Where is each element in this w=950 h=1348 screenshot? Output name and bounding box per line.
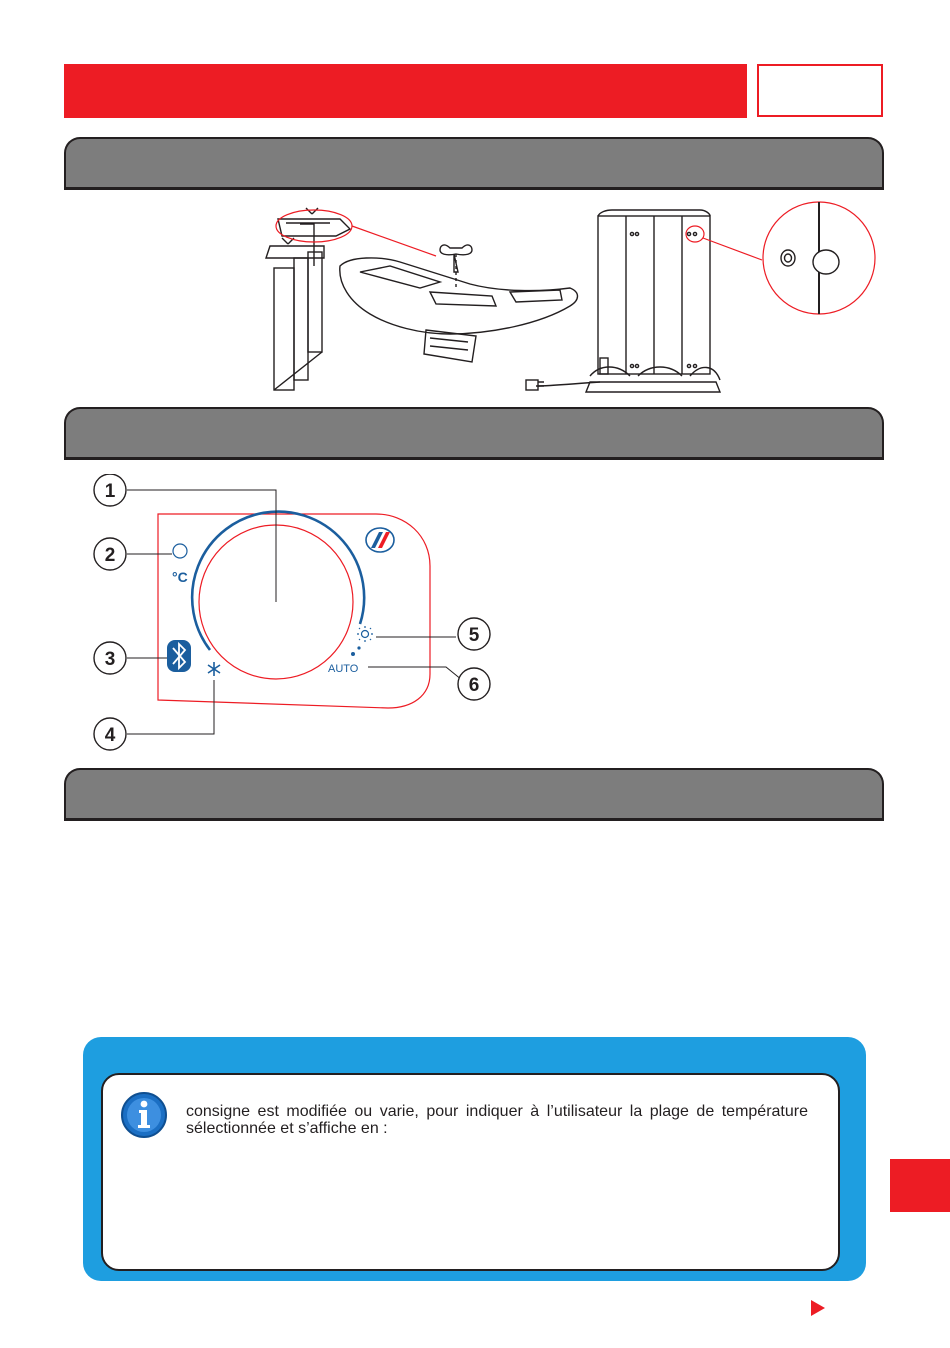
callout-3: 3: [104, 649, 116, 670]
control-panel-diagram: [80, 474, 530, 764]
section-bar-control-panel: [64, 407, 884, 460]
indicator-led: [173, 544, 187, 558]
callout-6: 6: [468, 675, 480, 696]
header-banner: [64, 64, 747, 118]
callout-2: 2: [104, 545, 116, 566]
brand-logo: [366, 528, 394, 552]
info-icon: [120, 1091, 168, 1139]
info-text: consigne est modifiée ou varie, pour indiquer à l’utilisateur la plage de température sélectionnée et s’affiche en :: [186, 1103, 808, 1137]
bluetooth-icon: [167, 640, 191, 672]
installation-illustration: [240, 196, 880, 400]
next-page-arrow-icon[interactable]: [809, 1299, 827, 1317]
side-tab: [890, 1159, 950, 1212]
auto-label: AUTO: [328, 663, 359, 675]
feet-illustration: [266, 208, 350, 390]
unit-label: °C: [172, 569, 188, 585]
section-bar-usage: [64, 768, 884, 821]
sun-icon: [357, 626, 373, 642]
snowflake-icon: [208, 662, 220, 676]
page-number-box: [757, 64, 883, 117]
callout-5: 5: [468, 625, 480, 646]
dial-arc: [192, 512, 364, 650]
foot-detail: [340, 245, 578, 362]
callout-1: 1: [104, 481, 116, 502]
callout-4: 4: [104, 725, 116, 746]
section-bar-installation: [64, 137, 884, 190]
panel-outline: [158, 514, 430, 708]
